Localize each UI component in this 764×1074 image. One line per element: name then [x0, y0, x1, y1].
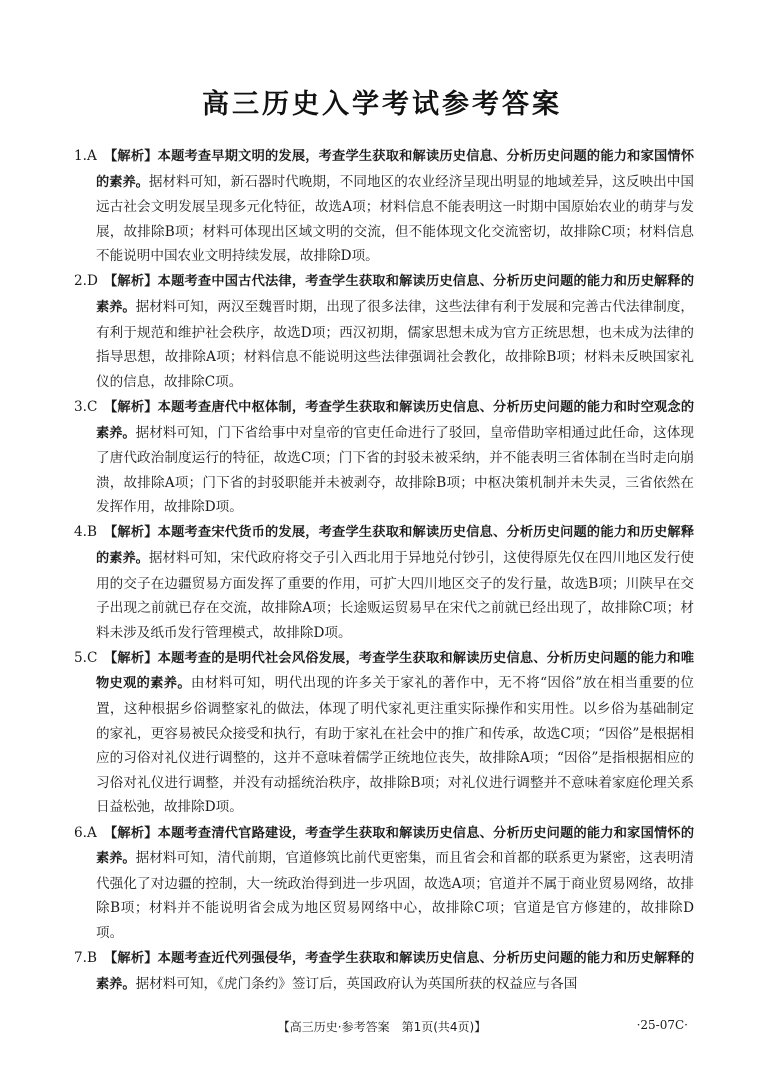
- answer-item-2: [74, 269, 694, 394]
- analysis-text: 据材料可知，两汉至魏晋时期，出现了很多法律，这些法律有利于发展和完善古代法律制度，有利于规范和维护社会秩序，故选D项；西汉初期，儒家思想未成为官方正统思想，也未成为法律的指导思想，故排除A项；材料信息不能说明这些法律强调社会教化，故排除B项；材料未反映国家礼仪的信息，故排除C项。: [96, 299, 694, 390]
- exam-point: 本题考查近代列强侵华，考查学生获取和解读历史信息、分析历史问题的能力和历史解释的素养。: [96, 951, 695, 992]
- page-footer: [0, 1018, 764, 1038]
- analysis-tag: 【解析】: [104, 525, 158, 541]
- analysis-tag: 【解析】: [104, 399, 158, 415]
- answer-item-5: [74, 646, 694, 820]
- exam-point: 本题考查清代官路建设，考查学生获取和解读历史信息、分析历史问题的能力和家国情怀的素养。: [96, 825, 695, 867]
- analysis-tag: 【解析】: [104, 650, 158, 666]
- analysis-text: 据材料可知，《虎门条约》签订后，英国政府认为英国所获的权益应与各国: [135, 975, 578, 992]
- answer-item-4: [74, 520, 694, 645]
- exam-point: 本题考查早期文明的发展，考查学生获取和解读历史信息、分析历史问题的能力和家国情怀的素养。: [96, 149, 695, 190]
- analysis-text: 据材料可知，清代前期，官道修筑比前代更密集，而且省会和首都的联系更为紧密，这表明清代强化了对边疆的控制，大一统政治得到进一步巩固，故选A项；官道并不属于商业贸易网络，故排除B项；材料并不能说明省会成为地区贸易网络中心，故排除C项；官道是官方修建的，故排除D项。: [96, 850, 694, 941]
- analysis-tag: 【解析】: [104, 274, 158, 290]
- page-title: 高三历史入学考试参考答案: [202, 89, 562, 120]
- answer-item-3: [74, 395, 694, 520]
- exam-point: 本题考查宋代货币的发展，考查学生获取和解读历史信息、分析历史问题的能力和历史解释的素养。: [96, 525, 695, 566]
- analysis-text: 据材料可知，宋代政府将交子引入西北用于异地兑付钞引，这使得原先仅在四川地区发行使用的交子在边疆贸易方面发挥了重要的作用，可扩大四川地区交子的发行量，故选B项；川陕早在交子出现之前就已存在交流，故排除A项；长途贩运贸易早在宋代之前就已经出现了，故排除C项；材料未涉及纸币发行管理模式，故排除D项。: [96, 550, 694, 641]
- analysis-tag: 【解析】: [104, 951, 158, 966]
- question-number: 4.B: [74, 524, 97, 541]
- footer-code: ·25-07C·: [636, 1018, 688, 1032]
- footer-page-info: 【高三历史·参考答案 第1页(共4页)】: [277, 1020, 487, 1034]
- answer-item-6: [74, 821, 694, 946]
- question-number: 7.B: [74, 950, 97, 966]
- analysis-tag: 【解析】: [104, 825, 158, 841]
- exam-point: 本题考查的是明代社会风俗发展，考查学生获取和解读历史信息、分析历史问题的能力和唯物史观的素养。: [96, 650, 695, 692]
- question-number: 6.A: [74, 824, 97, 841]
- question-number: 2.D: [74, 273, 98, 290]
- answer-list: [74, 144, 694, 998]
- answer-item-7: [74, 946, 694, 997]
- analysis-tag: 【解析】: [104, 149, 158, 164]
- analysis-text: 据材料可知，新石器时代晚期，不同地区的农业经济呈现出明显的地域差异，这反映出中国远古社会文明发展呈现多元化特征，故选A项；材料信息不能表明这一时期中国原始农业的萌芽与发展，故排除B项；材料可体现出区域文明的交流，但不能体现文化交流密切，故排除C项；材料信息不能说明中国农业文明持续发展，故排除D项。: [96, 173, 694, 265]
- analysis-text: 据材料可知，门下省给事中对皇帝的官吏任命进行了驳回，皇帝借助宰相通过此任命，这体现了唐代政治制度运行的特征，故选C项；门下省的封驳未被采纳，并不能表明三省体制在当时走向崩溃，故排除A项；门下省的封驳职能并未被剥夺，故排除B项；中枢决策机制并未失灵，三省依然在发挥作用，故排除D项。: [96, 424, 694, 516]
- answer-item-1: [74, 144, 694, 269]
- question-number: 1.A: [74, 148, 97, 164]
- question-number: 5.C: [74, 649, 98, 666]
- question-number: 3.C: [74, 398, 98, 415]
- exam-point: 本题考查唐代中枢体制，考查学生获取和解读历史信息、分析历史问题的能力和时空观念的素养。: [96, 399, 695, 441]
- analysis-text: 由材料可知，明代出现的许多关于家礼的著作中，无不将“因俗”放在相当重要的位置，这种根据乡俗调整家礼的做法，体现了明代家礼更注重实际操作和实用性。以乡俗为基础制定的家礼，更容易被民众接受和执行，有助于家礼在社会中的推广和传承，故选C项；“因俗”是根据相应的习俗对礼仪进行调整的，这并不意味着儒学正统地位丧失，故排除A项；“因俗”是指根据相应的习俗对礼仪进行调整，并没有动摇统治秩序，故排除B项；对礼仪进行调整并不意味着家庭伦理关系日益松弛，故排除D项。: [96, 675, 694, 816]
- exam-point: 本题考查中国古代法律，考查学生获取和解读历史信息、分析历史问题的能力和历史解释的素养。: [96, 274, 695, 316]
